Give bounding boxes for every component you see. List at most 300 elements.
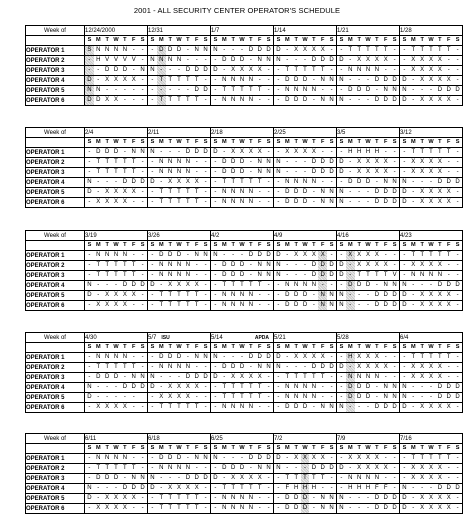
day-cells [337,291,399,300]
shift-code: - [384,374,387,380]
day-cells [85,363,147,372]
day-letters [337,241,400,251]
shift-code: - [277,394,280,400]
week-start-date: 4/16 [337,231,400,241]
day-cells [148,261,210,270]
day-letter: S [150,445,155,451]
day-cells [274,138,336,147]
day-letter: T [438,344,442,350]
shift-code: - [204,384,207,390]
shift-code: D [276,455,281,461]
shift-code: X [420,67,425,73]
day-letter: M [284,242,290,248]
week-start-date: 4/30 [85,333,148,343]
operator-row [26,86,463,96]
day-letter: T [357,445,361,451]
shift-code: T [249,282,253,288]
shift-code: - [132,47,135,53]
day-cells [211,393,273,402]
shift-code: X [429,57,434,63]
shift-code: - [421,282,424,288]
shift-code: - [456,159,459,165]
shift-code: - [403,169,406,175]
shift-code: T [438,252,442,258]
week-start-date: 7/2 [274,434,337,444]
shift-code: N [194,252,199,258]
shift-code: - [403,57,406,63]
shift-code: - [286,47,289,53]
operator-week [400,454,463,464]
day-letter: S [329,139,334,145]
shift-code: X [294,455,299,461]
shift-code: - [141,354,144,360]
shift-code: - [403,149,406,155]
day-cells [274,291,336,300]
day-cells [85,251,147,260]
shift-code: D [222,262,227,268]
shift-code: N [87,282,92,288]
day-cells [337,373,399,382]
shift-code: D [311,169,317,175]
day-letter: S [203,139,208,145]
day-letter: T [438,139,442,145]
shift-code: D [85,96,94,105]
day-cells [400,464,462,473]
operator-row [26,454,463,464]
shift-code: D [392,404,397,410]
operator-week [274,373,337,383]
shift-code: - [430,384,432,390]
shift-code: D [85,76,94,85]
day-cells [400,281,462,290]
shift-code: T [257,179,262,185]
operator-name: OPERATOR 1 [26,251,85,261]
day-cells [148,301,210,310]
shift-code: X [303,149,308,155]
shift-code: N [257,169,262,175]
shift-code: - [88,465,91,471]
shift-code: - [277,495,280,501]
shift-code: D [293,404,299,410]
shift-code: - [312,404,315,410]
shift-code: H [365,149,371,155]
shift-code: - [277,292,280,298]
operator-week [400,198,463,208]
shift-code: - [258,97,261,103]
shift-code: - [195,169,198,175]
operator-week [148,86,211,96]
day-cells [211,353,273,362]
day-letter: S [392,37,397,43]
shift-code: - [160,475,163,481]
shift-code: - [97,394,100,400]
shift-code: H [311,485,317,491]
shift-code: D [311,272,317,278]
shift-code: - [349,169,352,175]
operator-week [274,158,337,168]
shift-code: T [194,302,199,308]
shift-code: N [248,189,254,195]
shift-code: - [330,475,333,481]
shift-code: X [437,404,442,410]
shift-code: D [437,282,443,288]
operator-week [400,251,463,261]
shift-code: N [230,189,236,195]
day-letter: W [428,344,434,350]
shift-code: N [185,465,191,471]
shift-code: - [141,57,144,63]
shift-code: T [411,47,416,53]
shift-code: X [420,199,425,205]
day-cells [274,46,336,55]
operator-week [337,403,400,413]
shift-code: D [302,77,308,83]
blank-cell [26,36,85,46]
shift-code: X [294,149,299,155]
day-letter: F [447,344,451,350]
operator-name: OPERATOR 5 [26,291,85,301]
shift-code: - [204,465,207,471]
shift-code: X [366,159,371,165]
shift-code: T [446,252,451,258]
shift-code: D [455,384,460,390]
shift-code: - [421,384,424,390]
shift-code: X [177,394,182,400]
shift-code: - [186,252,189,258]
shift-code: X [168,394,173,400]
shift-code: D [374,189,380,195]
day-letter: S [329,445,334,451]
day-letters [400,241,463,251]
day-cells [211,96,273,105]
shift-code: - [267,199,270,205]
shift-code: - [456,77,459,83]
shift-code: - [204,505,207,511]
shift-code: T [240,384,244,390]
shift-code: X [374,57,379,63]
day-cells [211,373,273,382]
shift-code: D [383,292,388,298]
shift-code: - [403,364,406,370]
shift-code: - [223,354,226,360]
day-cells [85,474,147,483]
shift-code: T [222,384,227,390]
shift-code: X [177,179,182,185]
shift-code: D [113,149,119,155]
shift-code: X [285,149,290,155]
day-letter: F [321,242,325,248]
shift-code: D [365,394,371,400]
shift-code: - [267,384,270,390]
shift-code: T [105,159,109,165]
shift-code: - [232,47,235,53]
shift-code: X [320,47,325,53]
day-letter: S [402,242,407,248]
week-of-label: Week of [26,128,85,138]
day-letters [400,138,463,148]
shift-code: - [295,57,298,63]
shift-code: H [365,485,371,491]
shift-code: T [301,474,310,483]
shift-code: N [185,159,191,165]
operator-week [211,178,274,188]
shift-code: D [374,404,380,410]
shift-code: - [97,384,100,390]
shift-code: N [104,47,110,53]
schedule-section [25,127,463,208]
operator-week [400,281,463,291]
week-start-date: 1/14 [274,26,337,36]
shift-code: X [446,292,451,298]
day-letter: T [105,445,109,451]
shift-code: D [302,189,308,195]
shift-code: - [447,465,450,471]
shift-code: - [358,199,361,205]
day-cells [400,36,462,45]
shift-code: D [402,292,407,298]
shift-code: - [141,87,144,93]
shift-code: H [348,485,353,491]
day-letters [274,241,337,251]
shift-code: N [293,179,299,185]
day-cells [274,241,336,250]
shift-code: - [312,505,315,511]
shift-code: - [358,189,361,195]
day-cells [85,148,147,157]
shift-code: - [412,179,415,185]
shift-code: X [374,354,379,360]
day-letter: T [294,445,298,451]
day-cells [274,474,336,483]
day-letter: T [105,37,109,43]
shift-code: X [122,292,127,298]
shift-code: D [293,189,299,195]
shift-code: D [302,292,308,298]
day-letter: S [87,344,92,350]
shift-code: N [203,455,208,461]
shift-code: D [392,199,397,205]
day-letter: S [276,445,281,451]
day-letter: T [249,344,253,350]
shift-code: - [349,199,352,205]
operator-week [148,494,211,504]
shift-code: X [311,354,316,360]
shift-code: T [123,262,127,268]
week-note: APDA [254,334,269,341]
operator-name: OPERATOR 1 [26,148,85,158]
operator-row [26,66,463,76]
shift-code: N [392,282,397,288]
day-letters [211,138,274,148]
shift-code: - [267,67,270,73]
shift-code: T [194,77,199,83]
shift-code: - [456,272,459,278]
operator-name: OPERATOR 3 [26,271,85,281]
shift-code: D [346,281,355,290]
shift-code: X [420,189,425,195]
shift-code: D [213,475,218,481]
shift-code: T [429,252,433,258]
day-letter: S [339,242,344,248]
operator-week [337,86,400,96]
day-letter-row [26,36,463,46]
operator-week [337,96,400,106]
shift-code: N [402,179,407,185]
shift-code: - [169,374,172,380]
shift-code: X [114,495,119,501]
shift-code: T [303,374,307,380]
operator-week [85,291,148,301]
shift-code: X [231,374,236,380]
shift-code: X [248,149,253,155]
shift-code: - [141,47,144,53]
operator-week [400,301,463,311]
day-letter: S [140,445,145,451]
shift-code: - [106,282,109,288]
shift-code: N [159,159,164,165]
shift-code: N [239,77,245,83]
day-letters [337,138,400,148]
day-cells [148,36,210,45]
shift-code: D [194,374,199,380]
shift-code: N [213,252,218,258]
shift-code: - [115,179,117,185]
shift-code: D [320,169,325,175]
shift-code: D [203,374,208,380]
shift-code: T [177,505,181,511]
shift-code: N [222,189,227,195]
shift-code: N [383,394,388,400]
shift-code: X [429,159,434,165]
shift-code: N [329,189,334,195]
day-cells [211,76,273,85]
day-cells [211,474,273,483]
shift-code: N [122,252,128,258]
day-cells [400,188,462,197]
shift-code: T [438,47,442,53]
shift-code: N [104,354,110,360]
shift-code: D [455,485,460,491]
day-letter: T [294,139,298,145]
day-cells [274,484,336,493]
shift-code: T [411,149,416,155]
shift-code: T [177,199,181,205]
shift-code: T [96,272,101,278]
shift-code: - [375,87,378,93]
shift-code: - [88,302,91,308]
day-cells [337,343,399,352]
shift-code: - [393,159,396,165]
operator-week [148,484,211,494]
shift-code: - [88,505,91,511]
shift-code: - [88,199,91,205]
day-letter: F [258,344,262,350]
day-letter: M [284,344,290,350]
blank-cell [26,138,85,148]
shift-code: X [301,454,310,463]
shift-code: - [447,272,450,278]
day-letter: W [302,445,308,451]
operator-row [26,56,463,66]
operator-week [148,66,211,76]
shift-code: - [151,189,154,195]
shift-code: N [140,475,145,481]
day-cells [85,188,147,197]
shift-code: N [276,465,281,471]
shift-code: - [151,252,154,258]
shift-code: N [374,67,380,73]
shift-code: - [330,47,333,53]
shift-code: - [258,302,261,308]
operator-week [211,454,274,464]
operator-row [26,178,463,188]
shift-code: - [321,394,324,400]
operator-week [400,393,463,403]
shift-code: - [141,159,144,165]
shift-code: - [204,272,207,278]
shift-code: X [248,374,253,380]
operator-name: OPERATOR 4 [26,281,85,291]
shift-code: N [248,505,254,511]
day-cells [337,301,399,310]
shift-code: - [132,455,135,461]
day-letter: F [258,139,262,145]
day-cells [400,46,462,55]
shift-code: X [105,404,110,410]
week-start-date: 5/28 [337,333,400,343]
shift-code: - [132,67,135,73]
shift-code: T [294,475,298,481]
operator-week [337,301,400,311]
shift-code: X [240,475,245,481]
day-letter: F [447,139,451,145]
shift-code: - [277,97,280,103]
day-letter: S [329,37,334,43]
shift-code: - [267,394,270,400]
shift-code: X [437,374,442,380]
day-cells [211,363,273,372]
shift-code: D [150,179,155,185]
shift-code: T [420,354,424,360]
shift-code: - [367,199,369,205]
operator-week [211,281,274,291]
shift-code: X [168,384,173,390]
shift-code: T [194,189,199,195]
shift-code: X [429,169,434,175]
shift-code: - [258,495,261,501]
shift-code: N [222,505,227,511]
operator-week [85,403,148,413]
day-letter: F [447,37,451,43]
shift-code: D [311,57,317,63]
shift-code: - [97,495,100,501]
shift-code: - [123,475,126,481]
shift-code: - [267,485,270,491]
day-letter: F [321,344,325,350]
day-letter-row [26,444,463,454]
shift-code: D [248,252,254,258]
shift-code: T [177,404,181,410]
shift-code: - [286,364,289,370]
shift-code: N [113,455,119,461]
shift-code: X [231,475,236,481]
week-start-date: 1/21 [337,26,400,36]
shift-code: T [438,149,442,155]
shift-code: X [257,67,262,73]
shift-code: X [437,169,442,175]
shift-code: D [266,252,271,258]
operator-week [337,178,400,188]
